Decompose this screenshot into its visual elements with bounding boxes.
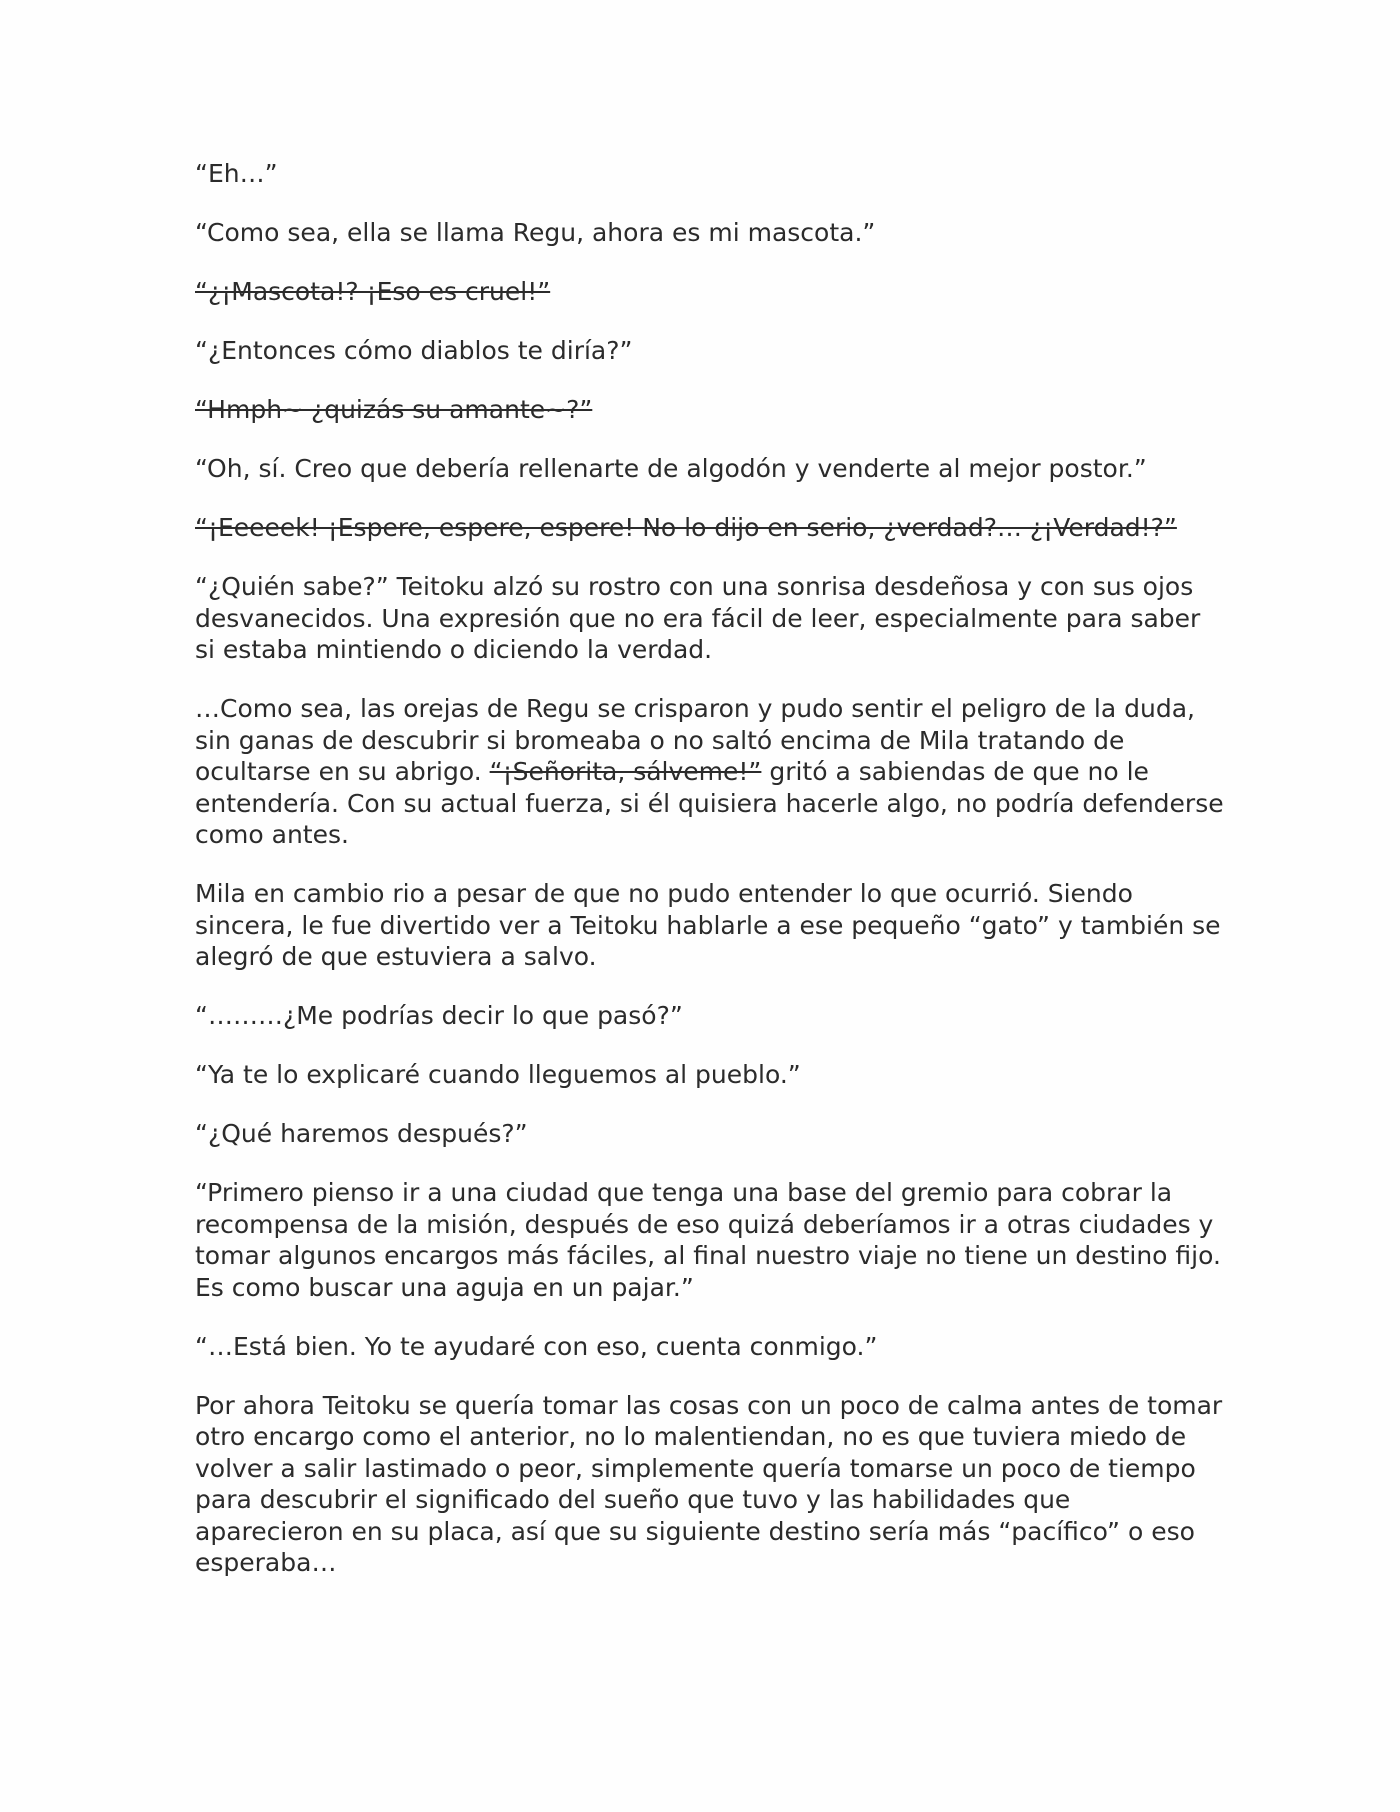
paragraph: “Oh, sí. Creo que debería rellenarte de algodón y venderte al mejor postor.”	[195, 454, 1147, 483]
paragraph-mixed	[195, 693, 1225, 851]
paragraph: “Como sea, ella se llama Regu, ahora es mi mascota.”	[195, 218, 876, 247]
paragraph: “¿Qué haremos después?”	[195, 1119, 528, 1148]
paragraph-text-before: …Como sea, las orejas de Regu se crisparon y pudo sentir el peligro de la duda, sin ganas de descubrir si bromeaba o no saltó encima de Mila tratando de ocultarse en su abrigo.	[195, 694, 1195, 786]
paragraph: “¿Entonces cómo diablos te diría?”	[195, 336, 633, 365]
paragraph-text-after: gritó a sabiendas de que no le entendería. Con su actual fuerza, si él quisiera hacerle algo, no podría defenderse como antes.	[195, 757, 1224, 849]
struck-paragraph: “Hmph~ ¿quizás su amante~?”	[195, 395, 593, 424]
paragraph: Por ahora Teitoku se quería tomar las cosas con un poco de calma antes de tomar otro encargo como el anterior, no lo malentiendan, no es que tuviera miedo de volver a salir lastimado o peor, simplemente quería tomarse un poco de tiempo para descubrir el significado del sueño que tuvo y las habilidades que aparecieron en su placa, así que su siguiente destino sería más “pacífico” o eso esperaba…	[195, 1390, 1223, 1577]
paragraph: “Ya te lo explicaré cuando lleguemos al pueblo.”	[195, 1060, 801, 1089]
document-body	[195, 158, 1225, 1606]
paragraph: “Primero pienso ir a una ciudad que tenga una base del gremio para cobrar la recompensa de la misión, después de eso quizá deberíamos ir a otras ciudades y tomar algunos encargos más fáciles, al final nuestro viaje no tiene un destino fijo. Es como buscar una aguja en un pajar.”	[195, 1178, 1221, 1302]
struck-paragraph: “¡Eeeeek! ¡Espere, espere, espere! No lo dijo en serio, ¿verdad?… ¿¡Verdad!?”	[195, 513, 1177, 542]
paragraph: Mila en cambio rio a pesar de que no pudo entender lo que ocurrió. Siendo sincera, le fue divertido ver a Teitoku hablarle a ese pequeño “gato” y también se alegró de que estuviera a salvo.	[195, 879, 1221, 971]
paragraph: “…Está bien. Yo te ayudaré con eso, cuenta conmigo.”	[195, 1331, 878, 1361]
paragraph: “¿Quién sabe?” Teitoku alzó su rostro con una sonrisa desdeñosa y con sus ojos desvanecidos. Una expresión que no era fácil de leer, especialmente para saber si estaba mintiendo o diciendo la verdad.	[195, 572, 1201, 664]
paragraph: “………¿Me podrías decir lo que pasó?”	[195, 1001, 683, 1030]
struck-dialogue: “¡Señorita, sálveme!”	[489, 757, 762, 786]
paragraph: “Eh…”	[195, 159, 278, 188]
struck-paragraph: “¿¡Mascota!? ¡Eso es cruel!”	[195, 277, 551, 306]
